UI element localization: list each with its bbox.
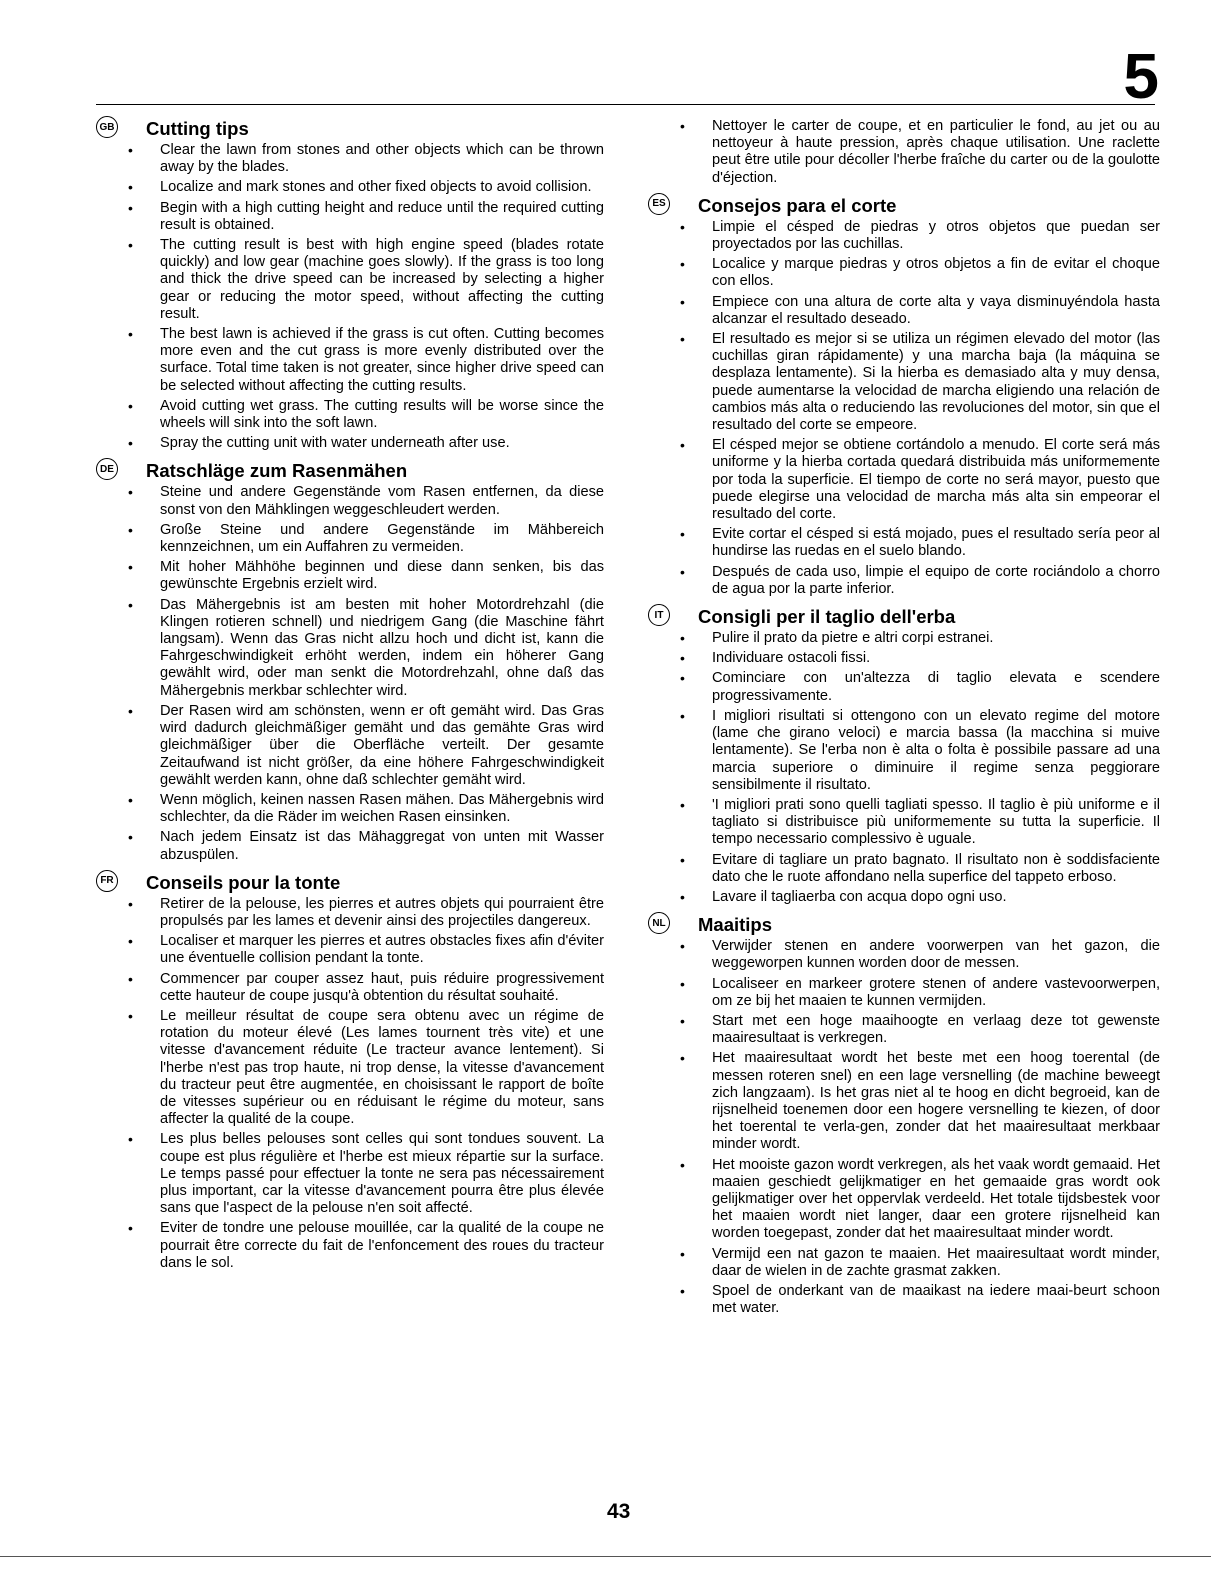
bullet-icon: • [128,791,133,808]
tip-item [96,398,604,432]
tip-text: Limpie el césped de piedras y otros objetos que puedan ser proyectados por las cuchillas. [712,218,1160,253]
tip-item [648,1050,1160,1153]
tip-text: Spoel de onderkant van de maaikast na iedere maai-beurt schoon met water. [712,1282,1160,1317]
tips-list [96,896,604,1272]
section-gb [96,118,604,452]
bullet-icon: • [680,331,685,348]
tips-list [648,219,1160,598]
tip-item [648,526,1160,560]
tip-item [648,938,1160,972]
tip-text: Clear the lawn from stones and other objects which can be thrown away by the blades. [160,142,604,176]
tip-item [96,522,604,556]
section-title: Consigli per il taglio dell'erba [698,606,956,628]
section-header [96,460,604,482]
bullet-icon: • [680,938,685,955]
bullet-icon: • [128,199,133,216]
language-badge-icon: FR [96,870,118,892]
tip-item [96,435,604,452]
section-it [648,606,1160,906]
tip-item [648,797,1160,849]
bullet-icon: • [128,1131,133,1148]
tip-item [648,889,1160,906]
tip-text: Evite cortar el césped si está mojado, pues el resultado sería peor al hundirse las ruedas en el suelo blando. [712,526,1160,560]
section-fr-continued [648,118,1160,187]
tip-text: Les plus belles pelouses sont celles qui sont tondues souvent. La coupe est plus régulière et l'herbe est mieux répartie sur la surface. Le temps passé pour effectuer la tonte ne sera pas nécessairement plus important, car la vitesse d'avancement pourra être plus élevée sans que l'aspect de la pelouse n'en soit affecté. [160,1131,604,1217]
tip-text: El césped mejor se obtiene cortándolo a menudo. El corte será más uniforme y la hierba cortada quedará distribuida más uniformemente por toda la superficie. El tiempo de corte no será mayor, puesto que puede elegirse una velocidad de marcha más alta sin empeorar el resultado del corte. [712,437,1160,523]
tip-text: Pulire il prato da pietre e altri corpi estranei. [712,630,994,647]
section-title: Conseils pour la tonte [146,871,341,893]
bullet-icon: • [680,975,685,992]
section-header [96,118,604,140]
tip-text: Nach jedem Einsatz ist das Mähaggregat von unten mit Wasser abzuspülen. [160,829,604,863]
tip-item [96,971,604,1005]
tip-item [648,1283,1160,1317]
bullet-icon: • [680,1282,685,1299]
tip-item [648,670,1160,704]
tip-text: Empiece con una altura de corte alta y vaya disminuyéndola hasta alcanzar el resultado deseado. [712,293,1160,327]
tip-item [96,1008,604,1128]
tip-item [648,1157,1160,1243]
section-header [648,914,1160,936]
tip-text: Localiser et marquer les pierres et autres obstacles fixes afin d'éviter une éventuelle collision pendant la tonte. [160,933,604,967]
left-column [96,118,604,1280]
tip-text: Het mooiste gazon wordt verkregen, als het vaak wordt gemaaid. Het maaien geschiedt gelijkmatiger en het gemaaide gras wordt ook gelijkmatiger over het oppervlak verdeeld. Het totale tijdsbestek voor het maaien wordt niet langer, daar een grotere rijsnelheid kan worden toegepast, zonder dat het maairesultaat minder wordt. [712,1156,1160,1242]
section-title: Ratschläge zum Rasenmähen [146,460,408,482]
bullet-icon: • [128,484,133,501]
page-number: 43 [607,1500,631,1523]
bullet-icon: • [128,142,133,158]
bullet-icon: • [680,707,685,724]
tip-item [648,708,1160,794]
bullet-icon: • [680,670,685,687]
header-rule [96,104,1155,105]
bullet-icon: • [128,326,133,343]
section-title: Maaitips [698,914,773,936]
bullet-icon: • [680,1245,685,1262]
tip-text: El resultado es mejor si se utiliza un régimen elevado del motor (las cuchillas giran rápidamente) y una marcha baja (la máquina se desplaza lentamente). Si la hierba es demasiado alta y muy densa, puede aumentarse la velocidad de marcha eligiendo una relación de cambios más alta o reduciendo las revoluciones del motor, sin que el resultado del corte se empeore. [712,331,1160,434]
language-badge-icon: NL [648,912,670,934]
tip-text: Nettoyer le carter de coupe, et en particulier le fond, au jet ou au nettoyeur à haute pression, après chaque utilisation. Une raclette peut être utile pour décoller l'herbe fraîche du carter ou de la goulotte d'éjection. [712,118,1160,186]
tip-text: Der Rasen wird am schönsten, wenn er oft gemäht wird. Das Gras wird dadurch gleichmäßiger gemäht und das gemähte Gras wird gleichmäßiger über die Oberfläche verteilt. Der gesamte Zeitaufwand ist nicht größer, da eine höhere Fahrgeschwindigkeit gewählt werden kann, ohne daß schlechter gemäht wird. [160,702,604,788]
tip-item [648,118,1160,187]
section-title: Consejos para el corte [698,194,897,216]
bullet-icon: • [680,526,685,543]
tip-text: Mit hoher Mähhöhe beginnen und diese dann senken, bis das gewünschte Ergebnis erzielt wird. [160,559,604,593]
bullet-icon: • [680,1050,685,1067]
bullet-icon: • [128,933,133,950]
bullet-icon: • [128,1220,133,1237]
tip-text: Wenn möglich, keinen nassen Rasen mähen. Das Mähergebnis wird schlechter, da die Räder im weichen Rasen einsinken. [160,791,604,826]
bullet-icon: • [128,970,133,987]
tip-text: Spray the cutting unit with water underneath after use. [160,435,510,452]
tip-text: Eviter de tondre une pelouse mouillée, car la qualité de la coupe ne pourrait être correcte du fait de l'enfoncement des roues du tracteur dans le sol. [160,1220,604,1271]
bullet-icon: • [680,293,685,310]
tip-item [96,597,604,700]
tip-item [96,326,604,395]
tip-text: Le meilleur résultat de coupe sera obtenu avec un régime de rotation du moteur élevé (Les lames tournent très vite) et une vitesse d'avancement réduite (Le tracteur avance lentement). Si l'herbe n'est pas trop haute, ni trop dense, la vitesse d'avancement du tracteur peut être augmentée, en choisissant le rapport de boîte de vitesses supérieur ou en réduisant le régime du moteur, sans affecter la qualité de la coupe. [160,1007,604,1128]
section-header [96,872,604,894]
bullet-icon: • [128,521,133,538]
language-badge-icon: GB [96,116,118,138]
bullet-icon: • [128,829,133,846]
tip-item [96,142,604,176]
tip-text: Localiseer en markeer grotere stenen of andere vastevoorwerpen, om ze bij het maaien te kunnen vermijden. [712,975,1160,1009]
tip-text: Retirer de la pelouse, les pierres et autres objets qui pourraient être propulsés par les lames et devenir ainsi des projectiles dangereux. [160,895,604,929]
bullet-icon: • [128,596,133,613]
tip-text: Localice y marque piedras y otros objetos a fin de evitar el choque con ellos. [712,256,1160,290]
tip-text: 'I migliori prati sono quelli tagliati spesso. Il taglio è più uniforme e il tagliato si distribuisce più uniformemente su tutta la superficie. Il tempo necessario complessivo è uguale. [712,796,1160,848]
tip-text: The cutting result is best with high engine speed (blades rotate quickly) and low gear (machine goes slowly). If the grass is too long and thick the drive speed can be increased by selecting a higher gear or reducing the motor speed, without affecting the cutting result. [160,237,604,322]
tip-item [96,484,604,518]
tip-text: Das Mähergebnis ist am besten mit hoher Motordrehzahl (die Klingen rotieren schnell) und niedrigem Gang (die Maschine fährt langsam). Wenn das Gras nicht allzu hoch und dicht ist, kann die Fahrgeschwindigkeit erhöht werden, indem ein höherer Gang gewählt wird, oder man senkt die Motordrehzahl, ohne daß das Mähergebnis merkbar schlechter wird. [160,596,604,699]
section-es [648,195,1160,598]
section-header [648,195,1160,217]
tip-item [96,559,604,593]
tips-list [648,118,1160,187]
bullet-icon: • [680,563,685,580]
tip-text: Avoid cutting wet grass. The cutting results will be worse since the wheels will sink into the soft lawn. [160,397,604,432]
tip-item [648,1246,1160,1280]
tip-item [648,331,1160,434]
tip-item [96,896,604,930]
bullet-icon: • [128,397,133,414]
tip-item [648,437,1160,523]
tip-item [648,650,1160,667]
bullet-icon: • [680,796,685,813]
language-badge-icon: DE [96,458,118,480]
tip-text: Evitare di tagliare un prato bagnato. Il risultato non è soddisfaciente dato che le ruote affondano nella superfice del tappeto erboso. [712,851,1160,885]
tip-item [96,1220,604,1272]
bullet-icon: • [680,256,685,273]
section-de [96,460,604,863]
tip-item [648,294,1160,328]
tip-item [96,829,604,863]
section-fr [96,872,604,1272]
right-column [648,118,1160,1325]
bullet-icon: • [680,437,685,454]
tip-item [648,630,1160,647]
footer-rule [0,1556,1211,1557]
section-nl [648,914,1160,1317]
bullet-icon: • [128,1007,133,1024]
section-title: Cutting tips [146,118,249,139]
tip-text: Große Steine und andere Gegenstände im Mähbereich kennzeichnen, um ein Auffahren zu vermeiden. [160,521,604,556]
tip-item [648,219,1160,253]
tip-item [648,256,1160,290]
bullet-icon: • [680,630,685,647]
tips-list [648,938,1160,1317]
tip-text: Begin with a high cutting height and reduce until the required cutting result is obtained. [160,199,604,233]
bullet-icon: • [680,1012,685,1029]
tip-item [96,933,604,967]
bullet-icon: • [680,1156,685,1173]
tip-text: Steine und andere Gegenstände vom Rasen entfernen, da diese sonst von den Mähklingen weggeschleudert werden. [160,484,604,518]
bullet-icon: • [128,435,133,452]
bullet-icon: • [128,237,133,254]
tips-list [96,484,604,863]
tip-item [648,1013,1160,1047]
bullet-icon: • [680,851,685,868]
tip-text: Verwijder stenen en andere voorwerpen van het gazon, die weggeworpen kunnen worden door de messen. [712,938,1160,972]
bullet-icon: • [680,888,685,905]
bullet-icon: • [128,895,133,912]
tip-text: Localize and mark stones and other fixed objects to avoid collision. [160,179,592,196]
bullet-icon: • [680,218,685,235]
tip-text: Vermijd een nat gazon te maaien. Het maairesultaat wordt minder, daar de wielen in de zachte grasmat zakken. [712,1245,1160,1279]
bullet-icon: • [680,118,685,134]
tip-item [648,976,1160,1010]
tip-item [96,200,604,234]
tip-text: Lavare il tagliaerba con acqua dopo ogni uso. [712,888,1007,905]
tip-text: Individuare ostacoli fissi. [712,650,871,667]
tip-item [648,852,1160,886]
tip-text: Start met een hoge maaihoogte en verlaag deze tot gewenste maairesultaat is verkregen. [712,1012,1160,1047]
tip-text: The best lawn is achieved if the grass is cut often. Cutting becomes more even and the cut grass is more evenly distributed over the surface. Total time taken is not greater, since higher drive speed can be selected without affecting the cutting results. [160,326,604,394]
chapter-number: 5 [1123,40,1159,112]
tip-item [96,792,604,826]
tip-item [96,1131,604,1217]
bullet-icon: • [128,179,133,196]
tip-item [96,179,604,196]
tip-text: Het maairesultaat wordt het beste met een hoog toerental (de messen roteren snel) en een lage versnelling (de machine beweegt zich langzaam). Is het gras niet al te hoog en dicht begroeid, kan de rijsnelheid toenemen door een hogere versnelling te kiezen, of door het toerental te verla-gen, zonder dat het maairesultaat merkbaar minder wordt. [712,1050,1160,1153]
bullet-icon: • [128,559,133,576]
tip-text: Cominciare con un'altezza di taglio elevata e scendere progressivamente. [712,670,1160,704]
tips-list [96,142,604,452]
bullet-icon: • [680,650,685,667]
bullet-icon: • [128,702,133,719]
language-badge-icon: ES [648,193,670,215]
tip-item [96,703,604,789]
language-badge-icon: IT [648,604,670,626]
tip-text: Después de cada uso, limpie el equipo de corte rociándolo a chorro de agua por la parte inferior. [712,563,1160,597]
section-header [648,606,1160,628]
tip-text: I migliori risultati si ottengono con un elevato regime del motore (lame che girano veloci) e marcia bassa (la macchina si muive lentamente). Se l'erba non è alta o folta è possibile passare ad una marcia superiore o diminuire il regime senza peggiorare sensibilmente il risultato. [712,707,1160,793]
tip-item [96,237,604,323]
tips-list [648,630,1160,906]
tip-item [648,564,1160,598]
tip-text: Commencer par couper assez haut, puis réduire progressivement cette hauteur de coupe jusqu'à obtention du résultat souhaité. [160,970,604,1004]
